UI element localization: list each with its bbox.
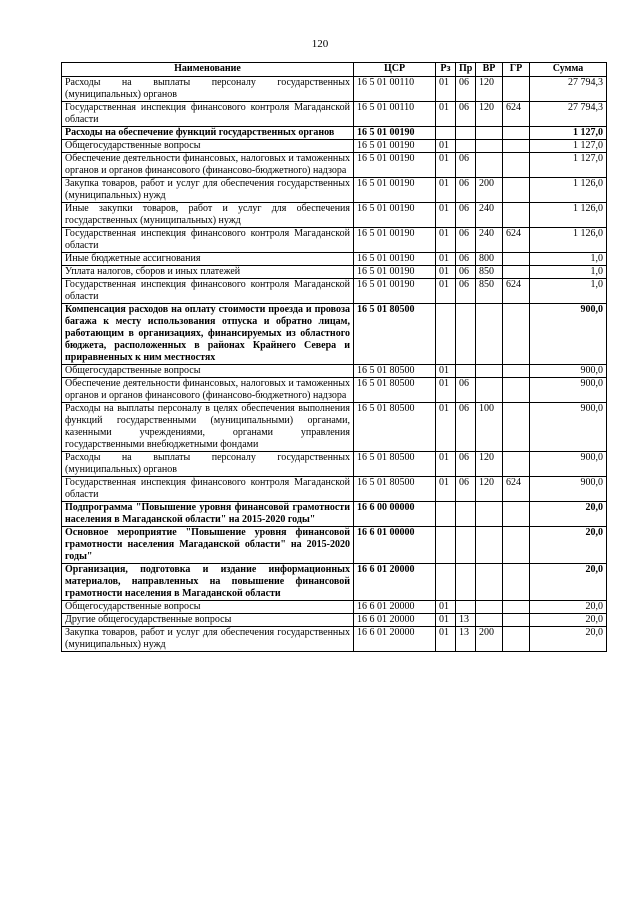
header-vr: ВР [476, 63, 503, 77]
cell-name: Расходы на выплаты персоналу в целях обеспечения выполнения функций государственными (муниципальными) органами, казенными учреждениями, органами управления государственными внебюджетными фондами [62, 403, 354, 452]
cell-vr [476, 378, 503, 403]
cell-csr: 16 5 01 80500 [354, 452, 436, 477]
cell-rz: 01 [436, 253, 456, 266]
table-row [62, 253, 607, 266]
header-name: Наименование [62, 63, 354, 77]
cell-pr [456, 601, 476, 614]
cell-vr: 200 [476, 178, 503, 203]
cell-rz: 01 [436, 601, 456, 614]
cell-pr: 06 [456, 266, 476, 279]
cell-pr [456, 365, 476, 378]
cell-sum: 900,0 [530, 365, 607, 378]
cell-pr [456, 564, 476, 601]
cell-rz: 01 [436, 77, 456, 102]
cell-sum: 900,0 [530, 378, 607, 403]
cell-vr: 100 [476, 403, 503, 452]
table-row [62, 304, 607, 365]
cell-name: Компенсация расходов на оплату стоимости проезда и провоза багажа к месту использования отпуска и обратно лицам, работающим в организациях, финансируемых из областного бюджета, расположенных в районах Крайнего Севера и приравненных к ним местностях [62, 304, 354, 365]
cell-rz: 01 [436, 140, 456, 153]
cell-csr: 16 6 01 00000 [354, 527, 436, 564]
cell-name: Иные закупки товаров, работ и услуг для обеспечения государственных (муниципальных) нужд [62, 203, 354, 228]
cell-name: Государственная инспекция финансового контроля Магаданской области [62, 279, 354, 304]
cell-sum: 1 126,0 [530, 228, 607, 253]
table-row [62, 378, 607, 403]
cell-csr: 16 5 01 80500 [354, 403, 436, 452]
cell-gr: 624 [503, 279, 530, 304]
cell-rz: 01 [436, 203, 456, 228]
cell-pr: 06 [456, 378, 476, 403]
cell-csr: 16 5 01 00190 [354, 140, 436, 153]
cell-vr [476, 153, 503, 178]
cell-vr [476, 527, 503, 564]
table-row [62, 266, 607, 279]
cell-gr [503, 452, 530, 477]
cell-name: Организация, подготовка и издание информационных материалов, направленных на повышение финансовой грамотности населения в Магаданской области [62, 564, 354, 601]
cell-vr: 800 [476, 253, 503, 266]
cell-name: Иные бюджетные ассигнования [62, 253, 354, 266]
cell-pr: 13 [456, 614, 476, 627]
cell-sum: 27 794,3 [530, 102, 607, 127]
cell-sum: 27 794,3 [530, 77, 607, 102]
cell-vr: 120 [476, 477, 503, 502]
table-row [62, 627, 607, 652]
cell-rz: 01 [436, 403, 456, 452]
cell-pr: 06 [456, 102, 476, 127]
cell-sum: 1 127,0 [530, 153, 607, 178]
cell-rz: 01 [436, 627, 456, 652]
cell-csr: 16 5 01 00190 [354, 228, 436, 253]
cell-gr [503, 378, 530, 403]
cell-rz: 01 [436, 378, 456, 403]
cell-gr [503, 564, 530, 601]
header-pr: Пр [456, 63, 476, 77]
cell-pr: 06 [456, 203, 476, 228]
cell-vr [476, 564, 503, 601]
cell-sum: 20,0 [530, 502, 607, 527]
cell-pr [456, 304, 476, 365]
header-csr: ЦСР [354, 63, 436, 77]
cell-pr [456, 527, 476, 564]
cell-vr [476, 601, 503, 614]
cell-csr: 16 5 01 00110 [354, 77, 436, 102]
cell-sum: 20,0 [530, 601, 607, 614]
cell-vr: 120 [476, 452, 503, 477]
cell-pr [456, 502, 476, 527]
cell-vr: 120 [476, 102, 503, 127]
cell-pr: 06 [456, 228, 476, 253]
cell-vr: 120 [476, 77, 503, 102]
cell-csr: 16 6 01 20000 [354, 614, 436, 627]
table-row [62, 601, 607, 614]
cell-csr: 16 5 01 00110 [354, 102, 436, 127]
cell-csr: 16 6 01 20000 [354, 601, 436, 614]
cell-csr: 16 5 01 00190 [354, 178, 436, 203]
cell-name: Обеспечение деятельности финансовых, налоговых и таможенных органов и органов финансового (финансово-бюджетного) надзора [62, 378, 354, 403]
cell-pr: 06 [456, 452, 476, 477]
cell-csr: 16 5 01 00190 [354, 203, 436, 228]
table-row [62, 477, 607, 502]
cell-pr: 06 [456, 77, 476, 102]
cell-name: Уплата налогов, сборов и иных платежей [62, 266, 354, 279]
cell-gr: 624 [503, 102, 530, 127]
cell-gr [503, 77, 530, 102]
cell-sum: 900,0 [530, 403, 607, 452]
table-row [62, 140, 607, 153]
cell-gr [503, 153, 530, 178]
table-row [62, 228, 607, 253]
cell-csr: 16 5 01 80500 [354, 365, 436, 378]
table-row [62, 502, 607, 527]
cell-sum: 20,0 [530, 627, 607, 652]
cell-csr: 16 5 01 80500 [354, 304, 436, 365]
cell-rz: 01 [436, 452, 456, 477]
cell-vr [476, 127, 503, 140]
cell-gr [503, 266, 530, 279]
cell-name: Закупка товаров, работ и услуг для обеспечения государственных (муниципальных) нужд [62, 178, 354, 203]
cell-rz: 01 [436, 279, 456, 304]
cell-gr [503, 614, 530, 627]
table-row [62, 279, 607, 304]
page-number: 120 [311, 38, 329, 50]
cell-gr [503, 304, 530, 365]
cell-gr [503, 601, 530, 614]
table-row [62, 178, 607, 203]
cell-csr: 16 5 01 00190 [354, 127, 436, 140]
cell-sum: 900,0 [530, 477, 607, 502]
cell-gr [503, 627, 530, 652]
table-row [62, 153, 607, 178]
cell-rz: 01 [436, 477, 456, 502]
cell-gr [503, 127, 530, 140]
cell-gr: 624 [503, 228, 530, 253]
cell-sum: 20,0 [530, 564, 607, 601]
cell-pr: 06 [456, 253, 476, 266]
header-sum: Сумма [530, 63, 607, 77]
budget-table [61, 62, 607, 652]
cell-gr [503, 140, 530, 153]
cell-rz [436, 304, 456, 365]
cell-sum: 1 127,0 [530, 127, 607, 140]
cell-rz: 01 [436, 102, 456, 127]
cell-vr: 240 [476, 203, 503, 228]
cell-name: Расходы на выплаты персоналу государственных (муниципальных) органов [62, 77, 354, 102]
cell-sum: 900,0 [530, 304, 607, 365]
cell-csr: 16 6 01 20000 [354, 627, 436, 652]
cell-rz [436, 502, 456, 527]
cell-gr [503, 203, 530, 228]
cell-rz: 01 [436, 365, 456, 378]
cell-csr: 16 6 00 00000 [354, 502, 436, 527]
cell-csr: 16 5 01 00190 [354, 153, 436, 178]
cell-gr [503, 527, 530, 564]
cell-vr [476, 304, 503, 365]
cell-csr: 16 5 01 80500 [354, 477, 436, 502]
cell-gr [503, 502, 530, 527]
cell-rz: 01 [436, 266, 456, 279]
cell-gr [503, 365, 530, 378]
table-row [62, 527, 607, 564]
cell-name: Общегосударственные вопросы [62, 601, 354, 614]
cell-sum: 20,0 [530, 614, 607, 627]
cell-sum: 1 127,0 [530, 140, 607, 153]
cell-pr: 06 [456, 153, 476, 178]
cell-gr: 624 [503, 477, 530, 502]
cell-csr: 16 5 01 00190 [354, 253, 436, 266]
cell-rz [436, 127, 456, 140]
cell-name: Подпрограмма "Повышение уровня финансовой грамотности населения в Магаданской области" на 2015-2020 годы" [62, 502, 354, 527]
table-row [62, 564, 607, 601]
table-row [62, 102, 607, 127]
cell-vr: 850 [476, 266, 503, 279]
cell-pr: 06 [456, 477, 476, 502]
cell-vr [476, 140, 503, 153]
cell-sum: 1 126,0 [530, 203, 607, 228]
cell-pr [456, 140, 476, 153]
cell-gr [503, 403, 530, 452]
table-row [62, 365, 607, 378]
cell-rz: 01 [436, 614, 456, 627]
cell-rz [436, 564, 456, 601]
cell-name: Общегосударственные вопросы [62, 365, 354, 378]
cell-pr [456, 127, 476, 140]
cell-name: Другие общегосударственные вопросы [62, 614, 354, 627]
cell-sum: 20,0 [530, 527, 607, 564]
cell-vr [476, 502, 503, 527]
table-body [62, 77, 607, 652]
header-rz: Рз [436, 63, 456, 77]
cell-vr: 240 [476, 228, 503, 253]
cell-sum: 1,0 [530, 279, 607, 304]
cell-rz: 01 [436, 178, 456, 203]
cell-vr [476, 365, 503, 378]
cell-name: Государственная инспекция финансового контроля Магаданской области [62, 228, 354, 253]
cell-sum: 900,0 [530, 452, 607, 477]
cell-vr: 200 [476, 627, 503, 652]
cell-pr: 13 [456, 627, 476, 652]
cell-sum: 1 126,0 [530, 178, 607, 203]
cell-rz [436, 527, 456, 564]
cell-name: Государственная инспекция финансового контроля Магаданской области [62, 477, 354, 502]
cell-pr: 06 [456, 279, 476, 304]
cell-name: Государственная инспекция финансового контроля Магаданской области [62, 102, 354, 127]
cell-vr: 850 [476, 279, 503, 304]
cell-sum: 1,0 [530, 253, 607, 266]
table-row [62, 77, 607, 102]
cell-name: Основное мероприятие "Повышение уровня финансовой грамотности населения Магаданской области" на 2015-2020 годы" [62, 527, 354, 564]
table-row [62, 614, 607, 627]
cell-name: Расходы на обеспечение функций государственных органов [62, 127, 354, 140]
cell-csr: 16 5 01 00190 [354, 279, 436, 304]
cell-csr: 16 6 01 20000 [354, 564, 436, 601]
cell-name: Общегосударственные вопросы [62, 140, 354, 153]
cell-pr: 06 [456, 403, 476, 452]
cell-vr [476, 614, 503, 627]
cell-name: Закупка товаров, работ и услуг для обеспечения государственных (муниципальных) нужд [62, 627, 354, 652]
cell-csr: 16 5 01 00190 [354, 266, 436, 279]
cell-name: Обеспечение деятельности финансовых, налоговых и таможенных органов и органов финансового (финансово-бюджетного) надзора [62, 153, 354, 178]
cell-sum: 1,0 [530, 266, 607, 279]
table-row [62, 403, 607, 452]
table-row [62, 452, 607, 477]
cell-gr [503, 253, 530, 266]
cell-csr: 16 5 01 80500 [354, 378, 436, 403]
table-row [62, 127, 607, 140]
table-row [62, 203, 607, 228]
cell-gr [503, 178, 530, 203]
table-header-row [62, 63, 607, 77]
cell-pr: 06 [456, 178, 476, 203]
cell-rz: 01 [436, 153, 456, 178]
header-gr: ГР [503, 63, 530, 77]
cell-rz: 01 [436, 228, 456, 253]
cell-name: Расходы на выплаты персоналу государственных (муниципальных) органов [62, 452, 354, 477]
